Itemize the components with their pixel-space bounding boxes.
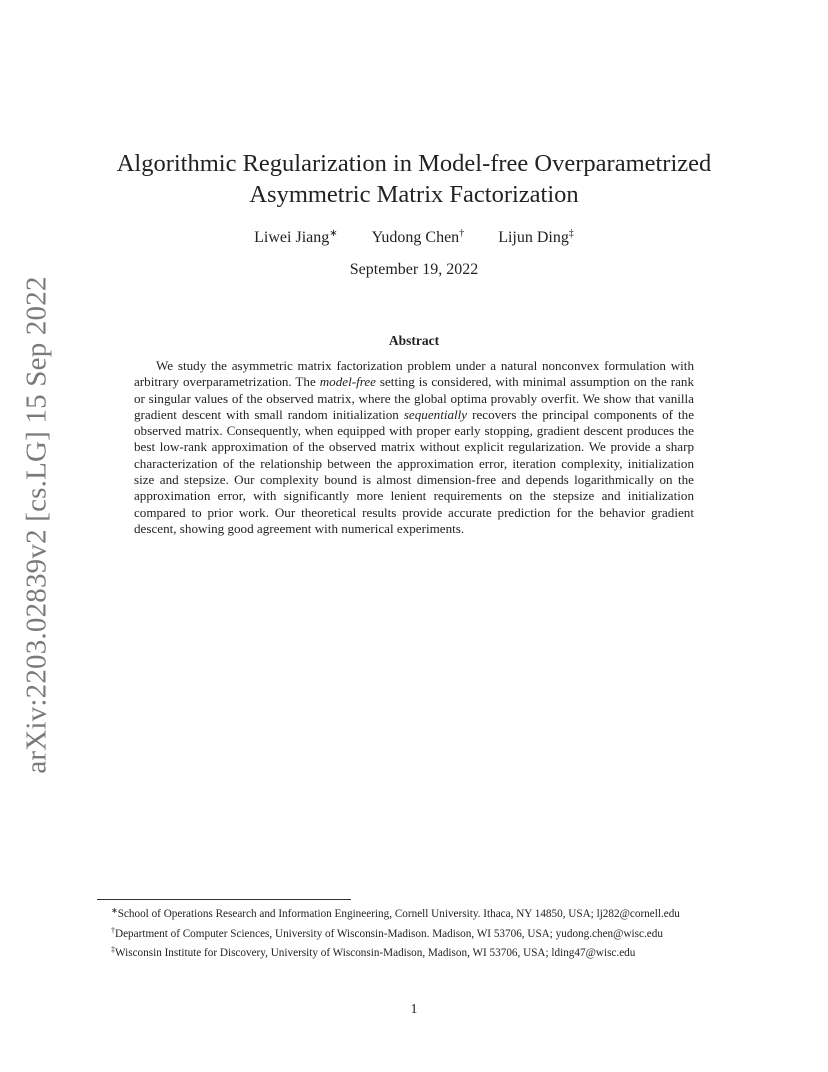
author-list xyxy=(0,228,828,247)
author-1 xyxy=(254,229,337,246)
abstract-heading: Abstract xyxy=(388,333,440,348)
author-name: Liwei Jiang xyxy=(254,229,330,246)
abstract-emphasis: model-free xyxy=(319,374,376,390)
author-footnote-mark: ∗ xyxy=(329,228,338,239)
footnote-text: School of Operations Research and Information Engineering, Cornell University. Ithaca, NY 14850, USA; lj282@cornell.edu xyxy=(117,908,680,920)
abstract-emphasis: sequentially xyxy=(403,406,468,422)
arxiv-identifier-stamp: arXiv:2203.02839v2 [cs.LG] 15 Sep 2022 xyxy=(20,276,53,774)
footnote-text: Wisconsin Institute for Discovery, University of Wisconsin-Madison, Madison, WI 53706, USA; lding47@wisc.edu xyxy=(115,947,636,959)
footnote-mark: ∗ xyxy=(111,906,118,915)
footnote-affiliation-1 xyxy=(97,903,731,923)
paper-title xyxy=(0,148,828,210)
author-name: Lijun Ding xyxy=(498,229,569,246)
page-number: 1 xyxy=(410,1002,418,1017)
abstract-text: We study the asymmetric matrix factorization problem under a natural nonconvex formulation with arbitrary overparametrization. The xyxy=(134,358,694,390)
footnote-divider xyxy=(97,899,351,900)
footnote-text: Department of Computer Sciences, University of Wisconsin-Madison. Madison, WI 53706, USA; yudong.chen@wisc.edu xyxy=(115,927,663,940)
footnote-mark: † xyxy=(111,925,115,935)
author-2 xyxy=(372,229,465,246)
author-name: Yudong Chen xyxy=(371,229,460,246)
author-footnote-mark: † xyxy=(459,228,465,239)
author-footnote-mark: ‡ xyxy=(568,228,574,239)
author-3 xyxy=(498,229,574,246)
footnotes xyxy=(97,903,731,962)
title-line-1: Algorithmic Regularization in Model-free Overparametrized xyxy=(116,150,712,177)
abstract-text: recovers the principal components of the observed matrix. Consequently, when equipped with proper early stopping, gradient descent produces the best low-rank approximation of the observed matrix without explicit regularization. We provide a sharp characterization of the relationship between the approximation error, iteration complexity, initialization size and stepsize. Our complexity bound is almost dimension-free and depends logarithmically on the approximation error, with significantly more lenient requirements on the stepsize and initialization compared to prior work. Our theoretical results provide accurate prediction for the behavior gradient descent, showing good agreement with numerical experiments. xyxy=(134,406,695,536)
abstract-text: setting is considered, with minimal assumption on the rank or singular values of the observed matrix, where the global optima provably overfit. We show that vanilla gradient descent with small random initialization xyxy=(134,374,694,422)
publication-date: September 19, 2022 xyxy=(349,261,479,278)
abstract-body xyxy=(134,358,694,537)
footnote-affiliation-3 xyxy=(97,942,731,962)
title-line-2: Asymmetric Matrix Factorization xyxy=(249,181,579,208)
footnote-mark: ‡ xyxy=(111,945,115,954)
footnote-affiliation-2 xyxy=(97,923,731,943)
